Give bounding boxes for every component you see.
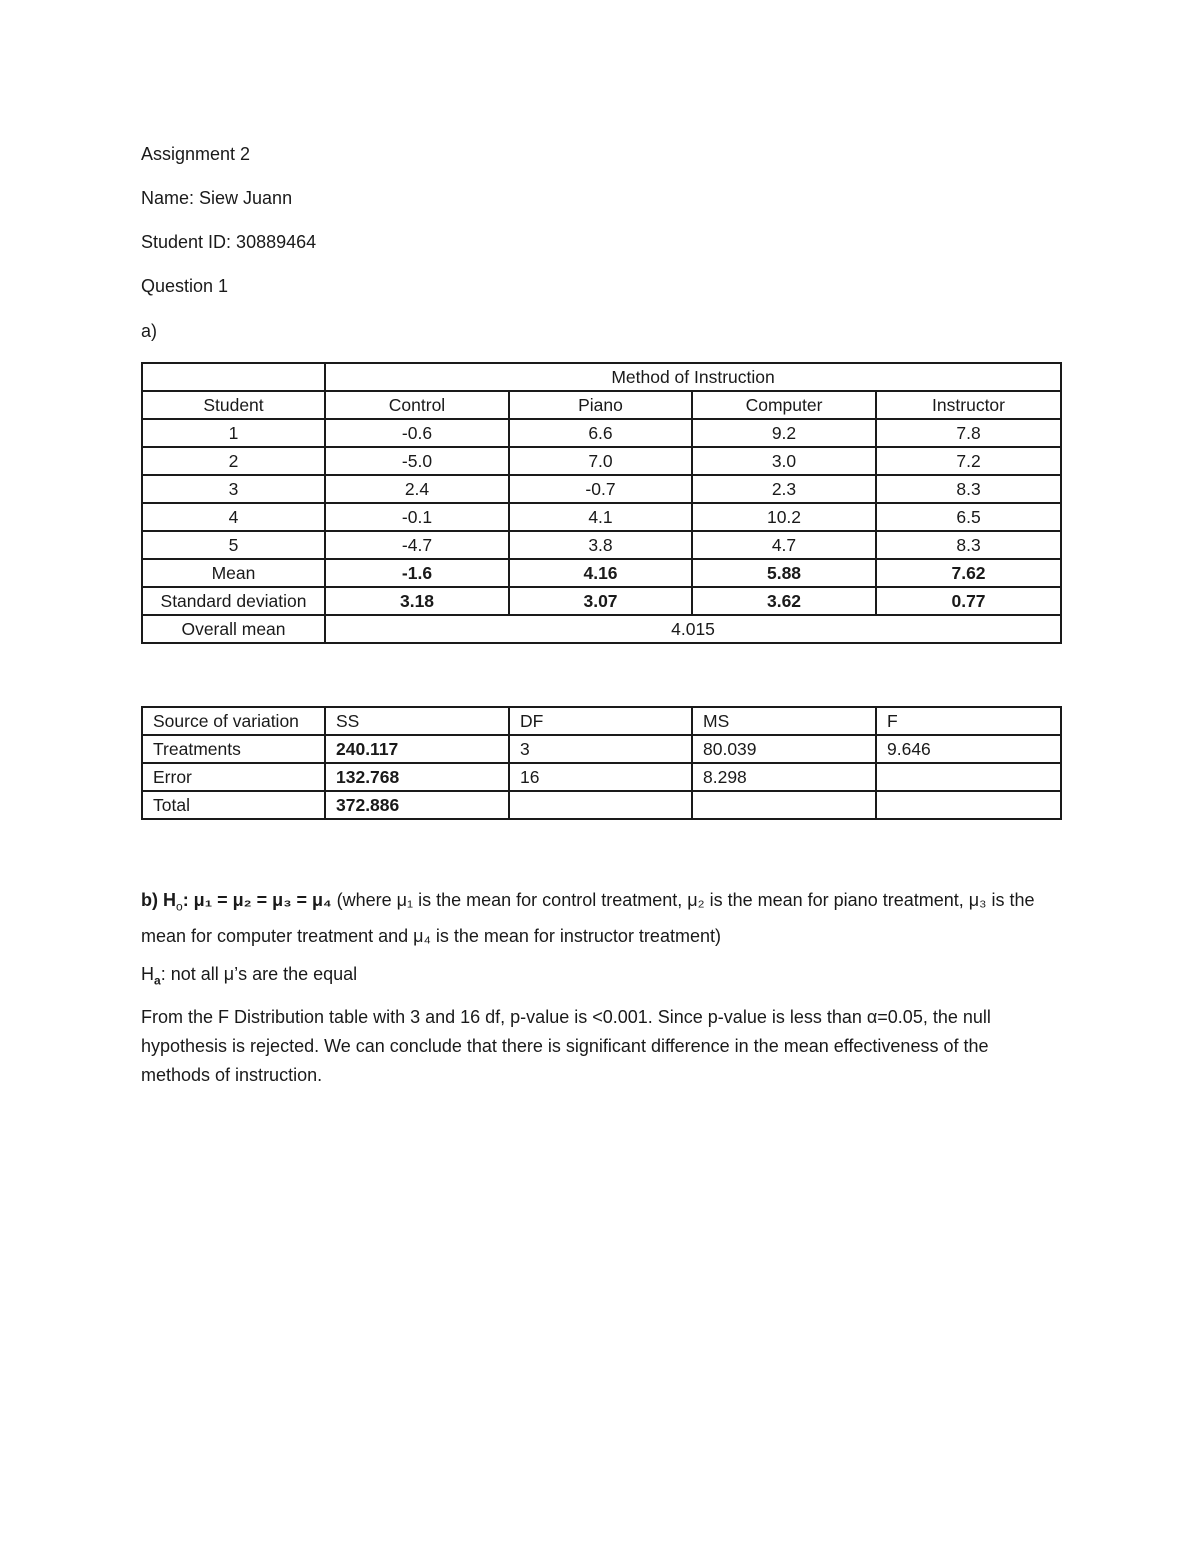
- table-cell: 3.0: [692, 447, 876, 475]
- table-cell: 240.117: [325, 735, 509, 763]
- overall-mean-row: [142, 615, 1061, 643]
- table-cell: 6.6: [509, 419, 692, 447]
- h0-mu: : μ: [182, 890, 205, 910]
- question-heading: Question 1: [141, 276, 229, 296]
- table-cell: 2.3: [692, 475, 876, 503]
- table-cell: 10.2: [692, 503, 876, 531]
- anova-table: [141, 706, 1062, 820]
- table-cell: 9.2: [692, 419, 876, 447]
- table-row: [142, 791, 1061, 819]
- table-cell: 0.77: [876, 587, 1061, 615]
- table-header-row: [142, 391, 1061, 419]
- column-header: Instructor: [876, 391, 1061, 419]
- std-row: [142, 587, 1061, 615]
- table-cell: 4: [142, 503, 325, 531]
- h0-description: (where μ₁ is the mean for control treatment, μ₂ is the mean for piano treatment, μ₃ is the mean for computer treatment and μ₄ is the mean for instructor treatment): [141, 890, 1035, 946]
- table-cell: 8.298: [692, 763, 876, 791]
- alt-hypothesis: [141, 960, 1061, 996]
- table-row: [142, 363, 1061, 391]
- mean-row: [142, 559, 1061, 587]
- null-hypothesis: [141, 886, 1061, 951]
- table-row: [142, 763, 1061, 791]
- table-cell: Total: [142, 791, 325, 819]
- column-header: Student: [142, 391, 325, 419]
- table-cell: 3: [142, 475, 325, 503]
- table-cell: 4.015: [325, 615, 1061, 643]
- table-cell: 4.7: [692, 531, 876, 559]
- instruction-data-table: [141, 362, 1062, 644]
- table-cell: 3.62: [692, 587, 876, 615]
- table-cell: 5: [142, 531, 325, 559]
- table-cell: 3.8: [509, 531, 692, 559]
- ha-subscript: a: [154, 973, 161, 988]
- h0-prefix: b) H: [141, 890, 176, 910]
- table-cell: 5.88: [692, 559, 876, 587]
- table-row: [142, 447, 1061, 475]
- table-cell: Treatments: [142, 735, 325, 763]
- column-header: SS: [325, 707, 509, 735]
- table-cell: 8.3: [876, 475, 1061, 503]
- table-cell: 9.646: [876, 735, 1061, 763]
- table-cell: 80.039: [692, 735, 876, 763]
- table-cell: [692, 791, 876, 819]
- ha-text: : not all μ’s are the equal: [160, 964, 358, 984]
- table-cell: -0.6: [325, 419, 509, 447]
- table-cell: 7.0: [509, 447, 692, 475]
- table-row: [142, 503, 1061, 531]
- group-header-cell: Method of Instruction: [325, 363, 1061, 391]
- table-cell: 1: [142, 419, 325, 447]
- column-header: Source of variation: [142, 707, 325, 735]
- ha-prefix: H: [141, 964, 154, 984]
- column-header: MS: [692, 707, 876, 735]
- column-header: F: [876, 707, 1061, 735]
- table-cell: 3: [509, 735, 692, 763]
- table-cell: Error: [142, 763, 325, 791]
- table-cell: 2: [142, 447, 325, 475]
- table-cell: 7.62: [876, 559, 1061, 587]
- h0-subscript: o: [176, 899, 183, 914]
- table-cell: 8.3: [876, 531, 1061, 559]
- table-cell: [142, 363, 325, 391]
- table-cell: -0.7: [509, 475, 692, 503]
- table-cell: 2.4: [325, 475, 509, 503]
- table-cell: 7.8: [876, 419, 1061, 447]
- table-cell: [876, 763, 1061, 791]
- table-cell: 16: [509, 763, 692, 791]
- column-header: Control: [325, 391, 509, 419]
- h0-equation: ₁ = μ₂ = μ₃ = μ₄: [204, 890, 332, 910]
- table-cell: [509, 791, 692, 819]
- column-header: Piano: [509, 391, 692, 419]
- table-cell: -1.6: [325, 559, 509, 587]
- table-cell: 7.2: [876, 447, 1061, 475]
- student-id: Student ID: 30889464: [141, 232, 317, 252]
- table-row: [142, 419, 1061, 447]
- table-cell: 4.16: [509, 559, 692, 587]
- table-cell: Standard deviation: [142, 587, 325, 615]
- table-cell: -4.7: [325, 531, 509, 559]
- student-name: Name: Siew Juann: [141, 188, 293, 208]
- table-cell: -0.1: [325, 503, 509, 531]
- table-cell: 6.5: [876, 503, 1061, 531]
- table-row: [142, 531, 1061, 559]
- part-a-label: a): [141, 321, 158, 341]
- table-cell: 132.768: [325, 763, 509, 791]
- table-cell: [876, 791, 1061, 819]
- table-cell: Mean: [142, 559, 325, 587]
- conclusion-paragraph: From the F Distribution table with 3 and 16 df, p-value is <0.001. Since p-value is less than α=0.05, the null hypothesis is rejected. We can conclude that there is significant difference in the mean effectiveness of the methods of instruction.: [141, 1007, 991, 1085]
- doc-title: Assignment 2: [141, 144, 251, 164]
- table-row: [142, 475, 1061, 503]
- table-header-row: [142, 707, 1061, 735]
- table-cell: 3.07: [509, 587, 692, 615]
- column-header: DF: [509, 707, 692, 735]
- table-cell: Overall mean: [142, 615, 325, 643]
- table-cell: 3.18: [325, 587, 509, 615]
- table-row: [142, 735, 1061, 763]
- column-header: Computer: [692, 391, 876, 419]
- table-cell: -5.0: [325, 447, 509, 475]
- table-cell: 372.886: [325, 791, 509, 819]
- table-cell: 4.1: [509, 503, 692, 531]
